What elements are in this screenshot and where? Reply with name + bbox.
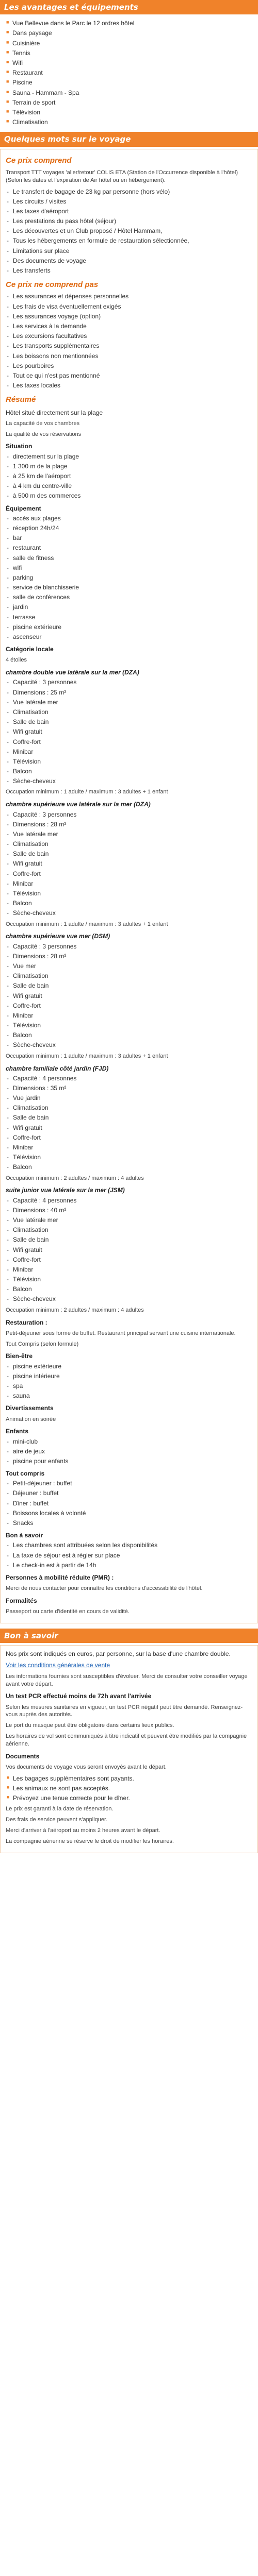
list-item: - Capacité : 3 personnes bbox=[6, 678, 252, 686]
list-item: - Balcon bbox=[6, 1285, 252, 1293]
list-item: - Sèche-cheveux bbox=[6, 1041, 252, 1049]
room-family-list bbox=[6, 1074, 252, 1172]
cancel-text: Merci de nous contacter pour connaître les conditions d'accessibilité de l'hôtel. bbox=[6, 1585, 203, 1592]
amenities-box bbox=[0, 16, 258, 132]
list-item: - Salle de bain bbox=[6, 1235, 252, 1244]
list-item: - Les boissons non mentionnées bbox=[6, 352, 252, 360]
list-item: - mini-club bbox=[6, 1437, 252, 1446]
list-item: - Balcon bbox=[6, 899, 252, 907]
offers-list bbox=[6, 1541, 252, 1569]
list-item: - jardin bbox=[6, 603, 252, 611]
list-item: - Des documents de voyage bbox=[6, 257, 252, 265]
room-std-title: chambre double vue latérale sur la mer (DZA) bbox=[6, 669, 139, 676]
offers-title: Bon à savoir bbox=[6, 1532, 43, 1539]
list-item: - Le check-in est à partir de 14h bbox=[6, 1561, 252, 1569]
list-item: - 1 300 m de la plage bbox=[6, 462, 252, 470]
practical-title: Quelques mots sur le voyage bbox=[0, 132, 258, 146]
list-item: - Télévision bbox=[6, 1153, 252, 1161]
list-item: - directement sur la plage bbox=[6, 452, 252, 461]
list-item: - Climatisation bbox=[6, 972, 252, 980]
restaurant-title: Restauration : bbox=[6, 1318, 47, 1326]
list-item: - Minibar bbox=[6, 748, 252, 756]
list-item: - Tous les hébergements en formule de restauration sélectionnée, bbox=[6, 236, 252, 245]
equip-title: Équipement bbox=[6, 504, 41, 512]
list-item: - Salle de bain bbox=[6, 1113, 252, 1122]
list-item: - Sèche-cheveux bbox=[6, 1295, 252, 1303]
list-item: - Capacité : 4 personnes bbox=[6, 1196, 252, 1205]
list-item: - Balcon bbox=[6, 1031, 252, 1039]
list-item: - réception 24h/24 bbox=[6, 524, 252, 532]
list-item: - Les assurances voyage (option) bbox=[6, 312, 252, 320]
list-item: - Wifi gratuit bbox=[6, 992, 252, 1000]
suite-title: suite junior vue latérale sur la mer (JSM) bbox=[6, 1187, 125, 1194]
list-item: - Capacité : 3 personnes bbox=[6, 942, 252, 951]
room-family-title: chambre familiale côté jardin (FJD) bbox=[6, 1064, 109, 1072]
extra-3: Merci d'arriver à l'aéroport au moins 2 heures avant le départ. bbox=[6, 1827, 160, 1834]
good-box bbox=[0, 1645, 258, 1853]
list-item: - Télévision bbox=[6, 757, 252, 766]
list-item: - Salle de bain bbox=[6, 981, 252, 990]
amenities-list bbox=[5, 19, 253, 126]
good-bullets bbox=[6, 1774, 252, 1803]
list-item: - Les transferts bbox=[6, 266, 252, 275]
list-item: - à 500 m des commerces bbox=[6, 492, 252, 500]
restaurant-text: Petit-déjeuner sous forme de buffet. Restaurant principal servant une cuisine internationale. bbox=[6, 1330, 236, 1336]
notincl-title: Ce prix ne comprend pas bbox=[6, 280, 99, 290]
suite-list bbox=[6, 1196, 252, 1303]
list-item: ■ Télévision bbox=[5, 108, 253, 116]
list-item: ■ Dans paysage bbox=[5, 29, 253, 37]
room-std-list bbox=[6, 678, 252, 785]
doc-text: Vos documents de voyage vous seront envoyés avant le départ. bbox=[6, 1764, 167, 1770]
list-item: - Les transports supplémentaires bbox=[6, 342, 252, 350]
list-item: - Minibar bbox=[6, 1143, 252, 1151]
details-list bbox=[6, 452, 252, 500]
doc-title: Documents bbox=[6, 1752, 40, 1760]
list-item: - Dimensions : 35 m² bbox=[6, 1084, 252, 1092]
list-item: - Boissons locales à volonté bbox=[6, 1509, 252, 1517]
list-item: - Coffre-fort bbox=[6, 870, 252, 878]
list-item: - Tout ce qui n'est pas mentionné bbox=[6, 371, 252, 380]
list-item: - Les frais de visa éventuellement exigés bbox=[6, 302, 252, 311]
list-item: ■ Cuisinière bbox=[5, 39, 253, 47]
list-item: ■ Terrain de sport bbox=[5, 98, 253, 107]
list-item: - Vue latérale mer bbox=[6, 698, 252, 706]
rooms-title: Catégorie locale bbox=[6, 646, 54, 653]
suite-note: Occupation minimum : 2 adultes / maximum : 4 adultes bbox=[6, 1307, 144, 1313]
wellness-list bbox=[6, 1362, 252, 1400]
list-item: - à 25 km de l'aéroport bbox=[6, 472, 252, 480]
list-item: - piscine intérieure bbox=[6, 1372, 252, 1380]
list-item: - Wifi gratuit bbox=[6, 727, 252, 736]
equip-list bbox=[6, 514, 252, 641]
list-item: - Les pourboires bbox=[6, 362, 252, 370]
good-intro2: Les informations fournies sont susceptibles d'évoluer. Merci de consulter votre conseiller voyage avant votre départ. bbox=[6, 1673, 248, 1687]
room-family-note: Occupation minimum : 2 adultes / maximum : 4 adultes bbox=[6, 1175, 144, 1181]
list-item: - restaurant bbox=[6, 544, 252, 552]
list-item: ■ Les animaux ne sont pas acceptés. bbox=[6, 1784, 252, 1792]
good-intro: Nos prix sont indiqués en euros, par personne, sur la base d'une chambre double. bbox=[6, 1650, 231, 1658]
room-sea-list bbox=[6, 942, 252, 1049]
list-item: - Dimensions : 25 m² bbox=[6, 688, 252, 697]
list-item: - Les taxes d'aéroport bbox=[6, 207, 252, 215]
room-std-note: Occupation minimum : 1 adulte / maximum : 3 adultes + 1 enfant bbox=[6, 789, 168, 795]
list-item: - Salle de bain bbox=[6, 718, 252, 726]
room-sea-note: Occupation minimum : 1 adulte / maximum : 3 adultes + 1 enfant bbox=[6, 1053, 168, 1059]
list-item: - Télévision bbox=[6, 1021, 252, 1029]
flight-text: Les horaires de vol sont communiqués à titre indicatif et peuvent être modifiés par la compagnie aérienne. bbox=[6, 1733, 247, 1747]
list-item: - piscine pour enfants bbox=[6, 1457, 252, 1465]
list-item: - Wifi gratuit bbox=[6, 859, 252, 868]
list-item: - Télévision bbox=[6, 1275, 252, 1283]
tour-title: Tout compris bbox=[6, 1470, 45, 1478]
list-item: - Coffre-fort bbox=[6, 1002, 252, 1010]
list-item: - aire de jeux bbox=[6, 1447, 252, 1455]
includes-list bbox=[6, 188, 252, 275]
practical-box bbox=[0, 149, 258, 1623]
list-item: - ascenseur bbox=[6, 633, 252, 641]
details-title: Situation bbox=[6, 443, 33, 450]
list-item: - Déjeuner : buffet bbox=[6, 1489, 252, 1497]
includes-intro: Transport TTT voyages 'aller/retour' COLIS ETA (Station de l'Occurrence disponible à l'hôtel)(Selon les dates et l'expiration de Air hôtel ou en hébergement). bbox=[6, 169, 238, 183]
list-item: ■ Prévoyez une tenue correcte pour le dîner. bbox=[6, 1794, 252, 1802]
list-item: - Climatisation bbox=[6, 840, 252, 848]
list-item: - Climatisation bbox=[6, 708, 252, 716]
list-item: - piscine extérieure bbox=[6, 623, 252, 631]
list-item: - terrasse bbox=[6, 613, 252, 621]
room-sea-title: chambre supérieure vue mer (DSM) bbox=[6, 933, 110, 940]
pass-title: Formalités bbox=[6, 1597, 37, 1604]
covid-text: Selon les mesures sanitaires en vigueur, un test PCR négatif peut être demandé. Renseignez-vous auprès des autorités. bbox=[6, 1704, 243, 1718]
list-item: - Capacité : 4 personnes bbox=[6, 1074, 252, 1082]
list-item: - accès aux plages bbox=[6, 514, 252, 522]
restaurant-extra: Tout Compris (selon formule) bbox=[6, 1341, 79, 1347]
list-item: ■ Vue Bellevue dans le Parc le 12 ordres hôtel bbox=[5, 19, 253, 27]
list-item: - Vue mer bbox=[6, 962, 252, 970]
list-item: - Coffre-fort bbox=[6, 738, 252, 746]
list-item: - Coffre-fort bbox=[6, 1133, 252, 1142]
list-item: - Les assurances et dépenses personnelles bbox=[6, 292, 252, 300]
list-item: - Vue jardin bbox=[6, 1094, 252, 1102]
departure-text: La qualité de vos réservations bbox=[6, 431, 82, 437]
list-item: - service de blanchisserie bbox=[6, 583, 252, 591]
list-item: - Dimensions : 40 m² bbox=[6, 1206, 252, 1214]
list-item: - Les circuits / visites bbox=[6, 197, 252, 206]
list-item: - Les découvertes et un Club proposé / Hôtel Hammam, bbox=[6, 227, 252, 235]
list-item: - Snacks bbox=[6, 1519, 252, 1527]
list-item: - La taxe de séjour est à régler sur place bbox=[6, 1551, 252, 1560]
covid-title: Un test PCR effectué moins de 72h avant l'arrivée bbox=[6, 1692, 152, 1700]
children-list bbox=[6, 1437, 252, 1466]
tour-list bbox=[6, 1479, 252, 1527]
conditions-link[interactable]: Voir les conditions générales de vente bbox=[6, 1662, 110, 1669]
extra-1: Le prix est garanti à la date de réservation. bbox=[6, 1806, 114, 1812]
list-item: - Sèche-cheveux bbox=[6, 777, 252, 785]
list-item: - Vue latérale mer bbox=[6, 1216, 252, 1224]
list-item: - parking bbox=[6, 573, 252, 582]
list-item: - bar bbox=[6, 534, 252, 542]
activities-title: Divertissements bbox=[6, 1404, 54, 1412]
room-side-title: chambre supérieure vue latérale sur la mer (DZA) bbox=[6, 801, 151, 808]
good-title: Bon à savoir bbox=[0, 1629, 258, 1643]
list-item: - Minibar bbox=[6, 879, 252, 888]
extra-2: Des frais de service peuvent s'appliquer. bbox=[6, 1817, 108, 1823]
list-item: ■ Climatisation bbox=[5, 118, 253, 126]
resume-text: Hôtel situé directement sur la plage bbox=[6, 409, 103, 416]
room-side-list bbox=[6, 810, 252, 918]
list-item: - à 4 km du centre-ville bbox=[6, 482, 252, 490]
list-item: - Climatisation bbox=[6, 1104, 252, 1112]
list-item: - Les taxes locales bbox=[6, 381, 252, 389]
room-side-note: Occupation minimum : 1 adulte / maximum : 3 adultes + 1 enfant bbox=[6, 921, 168, 927]
notincl-more-list bbox=[6, 342, 252, 389]
rooms-subtitle: 4 étoiles bbox=[6, 657, 27, 664]
list-item: - sauna bbox=[6, 1392, 252, 1400]
list-item: - Balcon bbox=[6, 767, 252, 775]
children-title: Enfants bbox=[6, 1428, 29, 1435]
list-item: - Le transfert de bagage de 23 kg par personne (hors vélo) bbox=[6, 188, 252, 196]
list-item: - Télévision bbox=[6, 889, 252, 897]
list-item: - Les services à la demande bbox=[6, 322, 252, 330]
wellness-title: Bien-être bbox=[6, 1352, 33, 1360]
list-item: - Wifi gratuit bbox=[6, 1124, 252, 1132]
list-item: - Vue latérale mer bbox=[6, 830, 252, 838]
list-item: ■ Wifi bbox=[5, 59, 253, 67]
list-item: - spa bbox=[6, 1382, 252, 1390]
list-item: - salle de conférences bbox=[6, 593, 252, 601]
list-item: - Minibar bbox=[6, 1265, 252, 1274]
covid-2: Le port du masque peut être obligatoire dans certains lieux publics. bbox=[6, 1722, 174, 1729]
list-item: ■ Tennis bbox=[5, 49, 253, 57]
list-item: - Limitations sur place bbox=[6, 247, 252, 255]
list-item: - Salle de bain bbox=[6, 850, 252, 858]
list-item: - Les prestations du pass hôtel (séjour) bbox=[6, 217, 252, 225]
list-item: - Climatisation bbox=[6, 1226, 252, 1234]
list-item: - Les chambres sont attribuées selon les disponibilités bbox=[6, 1541, 252, 1549]
list-item: - piscine extérieure bbox=[6, 1362, 252, 1370]
list-item: - wifi bbox=[6, 564, 252, 572]
list-item: - Dimensions : 28 m² bbox=[6, 820, 252, 828]
departure-title: La capacité de vos chambres bbox=[6, 420, 80, 427]
notincl-list bbox=[6, 292, 252, 340]
list-item: - Dimensions : 28 m² bbox=[6, 952, 252, 960]
list-item: - Minibar bbox=[6, 1011, 252, 1020]
list-item: ■ Les bagages supplémentaires sont payants. bbox=[6, 1774, 252, 1783]
activities-text: Animation en soirée bbox=[6, 1416, 56, 1422]
resume-title: Résumé bbox=[6, 395, 36, 404]
list-item: - Coffre-fort bbox=[6, 1256, 252, 1264]
list-item: - Dîner : buffet bbox=[6, 1499, 252, 1507]
list-item: ■ Piscine bbox=[5, 78, 253, 87]
includes-title: Ce prix comprend bbox=[6, 156, 72, 165]
amenities-title: Les avantages et équipements bbox=[0, 0, 258, 14]
list-item: - Les excursions facultatives bbox=[6, 332, 252, 340]
list-item: - Capacité : 3 personnes bbox=[6, 810, 252, 819]
list-item: ■ Restaurant bbox=[5, 69, 253, 77]
pass-text: Passeport ou carte d'identité en cours de validité. bbox=[6, 1608, 130, 1615]
list-item: - Wifi gratuit bbox=[6, 1246, 252, 1254]
extra-4: La compagnie aérienne se réserve le droit de modifier les horaires. bbox=[6, 1838, 174, 1844]
list-item: - Petit-déjeuner : buffet bbox=[6, 1479, 252, 1487]
list-item: - salle de fitness bbox=[6, 554, 252, 562]
list-item: - Balcon bbox=[6, 1163, 252, 1171]
list-item: ■ Sauna - Hammam - Spa bbox=[5, 89, 253, 97]
cancel-title: Personnes à mobilité réduite (PMR) : bbox=[6, 1573, 114, 1581]
list-item: - Sèche-cheveux bbox=[6, 909, 252, 917]
